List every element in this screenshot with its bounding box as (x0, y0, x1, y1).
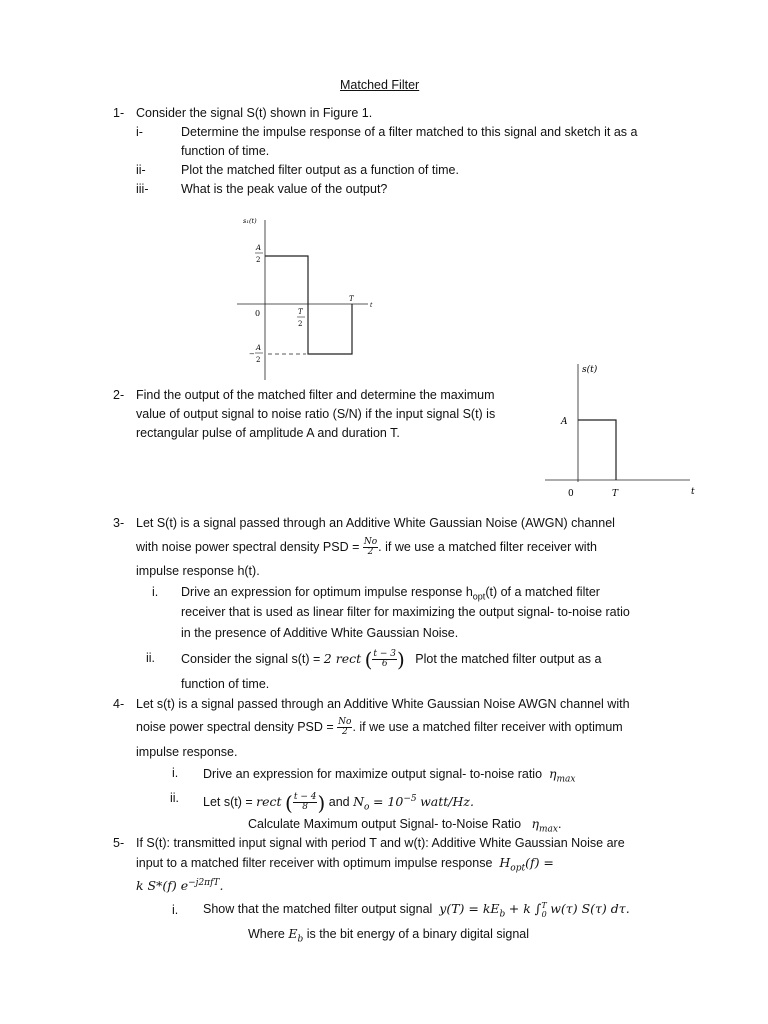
fig1-a-bot: 2 (256, 256, 261, 264)
fig2-ylabel: s(t) (582, 365, 598, 375)
fig1-ylabel: s₁(t) (243, 217, 257, 225)
q5-line2: input to a matched filter receiver with optimum impulse response $H_{opt}(f)$ = (136, 855, 554, 874)
q3-number: 3- (113, 516, 125, 530)
q5-where: Where $E_b$ is the bit energy of a binary digital signal (248, 926, 530, 945)
fig1-zero: 0 (255, 309, 261, 318)
q2-line2: value of output signal to noise ratio (S/N) if the input signal S(t) is (136, 407, 496, 421)
q5-line1: If S(t): transmitted input signal with period T and w(t): Additive White Gaussian Noise are (136, 836, 625, 850)
q1-iii-text: What is the peak value of the output? (181, 182, 388, 196)
fig2-xlabel: t (691, 487, 695, 497)
fig2-zero: 0 (568, 489, 574, 499)
q3-line2: with noise power spectral density PSD = $\frac{No}{2}$ . if we use a matched filter receiver with (136, 537, 597, 557)
fig1-xlabel: t (370, 302, 373, 309)
fig1-neg-bot: 2 (256, 356, 261, 364)
fig1-a-top: A (256, 244, 262, 252)
q4-calc: Calculate Maximum output Signal- to-Noise Ratio $\eta_{max}$. (248, 816, 562, 835)
q1-ii-text: Plot the matched filter output as a function of time. (181, 163, 459, 177)
fig2-signal (578, 420, 616, 480)
q1-iii-label: iii- (136, 182, 149, 196)
q1-i-label: i- (136, 125, 143, 139)
q3-ii-line2: function of time. (181, 677, 270, 691)
fig1-neg-top: A (256, 344, 262, 352)
q3-ii-label: ii. (146, 651, 156, 665)
q4-i-label: i. (172, 766, 179, 780)
q1-stem: Consider the signal S(t) shown in Figure 1. (136, 106, 373, 120)
q5-i-label: i. (172, 903, 179, 917)
q3-rect-fraction: $\frac{t - 3}{6}$ (373, 649, 397, 670)
q4-ii-label: ii. (170, 791, 180, 805)
q2-line1: Find the output of the matched filter and determine the maximum (136, 388, 495, 402)
q3-line1: Let S(t) is a signal passed through an Additive White Gaussian Noise (AWGN) channel (136, 516, 615, 530)
q2-number: 2- (113, 388, 125, 402)
q3-i-line3: in the presence of Additive White Gaussian Noise. (181, 626, 459, 640)
fig1-t-bot: 2 (298, 320, 303, 328)
q3-line3: impulse response h(t). (136, 564, 260, 578)
q3-i-line2: receiver that is used as linear filter for maximizing the output signal- to-noise ratio (181, 605, 630, 619)
fig1-neg-sign: − (249, 350, 255, 358)
q5-line3: k S*(f) $e^{-j2\pi fT}$. (136, 878, 224, 894)
q5-number: 5- (113, 836, 125, 850)
q1-i-line2: function of time. (181, 144, 270, 158)
q5-i-text: Show that the matched filter output signal $y(T) = kE_b + k$ ∫$^T_0$ w(τ) S(τ) dτ. (203, 901, 630, 920)
q1-ii-label: ii- (136, 163, 146, 177)
q4-psd-fraction: $\frac{No}{2}$ (338, 717, 352, 737)
q1-number: 1- (113, 106, 125, 120)
q4-ii-text: Let s(t) = rect ( $\frac{t - 4}{8}$ ) and $N_o = 10^{-5}$ watt/Hz. (203, 790, 474, 815)
page-title: Matched Filter (340, 78, 420, 92)
q4-line2: noise power spectral density PSD = $\frac{No}{2}$ . if we use a matched filter receiver with optimum (136, 717, 623, 737)
q3-i-label: i. (152, 585, 159, 599)
q4-rect-fraction: $\frac{t - 4}{8}$ (293, 792, 317, 813)
q3-i-line1: Drive an expression for optimum impulse response $h_{opt}(t)$ of a matched filter (181, 585, 600, 602)
fig1-t-top: T (298, 308, 303, 316)
q3-psd-fraction: $\frac{No}{2}$ (363, 537, 378, 557)
q4-number: 4- (113, 697, 125, 711)
q3-ii-line1: Consider the signal s(t) = 2 rect ( $\frac{t - 3}{6}$ ) Plot the matched filter output as a (181, 647, 602, 672)
q1-i-line1: Determine the impulse response of a filter matched to this signal and sketch it as a (181, 125, 638, 139)
q4-line3: impulse response. (136, 745, 238, 759)
q4-line1: Let s(t) is a signal passed through an Additive White Gaussian Noise AWGN channel with (136, 697, 630, 711)
q2-line3: rectangular pulse of amplitude A and duration T. (136, 426, 400, 440)
q4-i-text: Drive an expression for maximize output signal- to-noise ratio $\eta_{max}$ (203, 766, 576, 785)
fig2-amp: A (561, 417, 568, 427)
fig2-t-end: T (612, 489, 619, 499)
fig1-t-end: T (349, 295, 354, 303)
